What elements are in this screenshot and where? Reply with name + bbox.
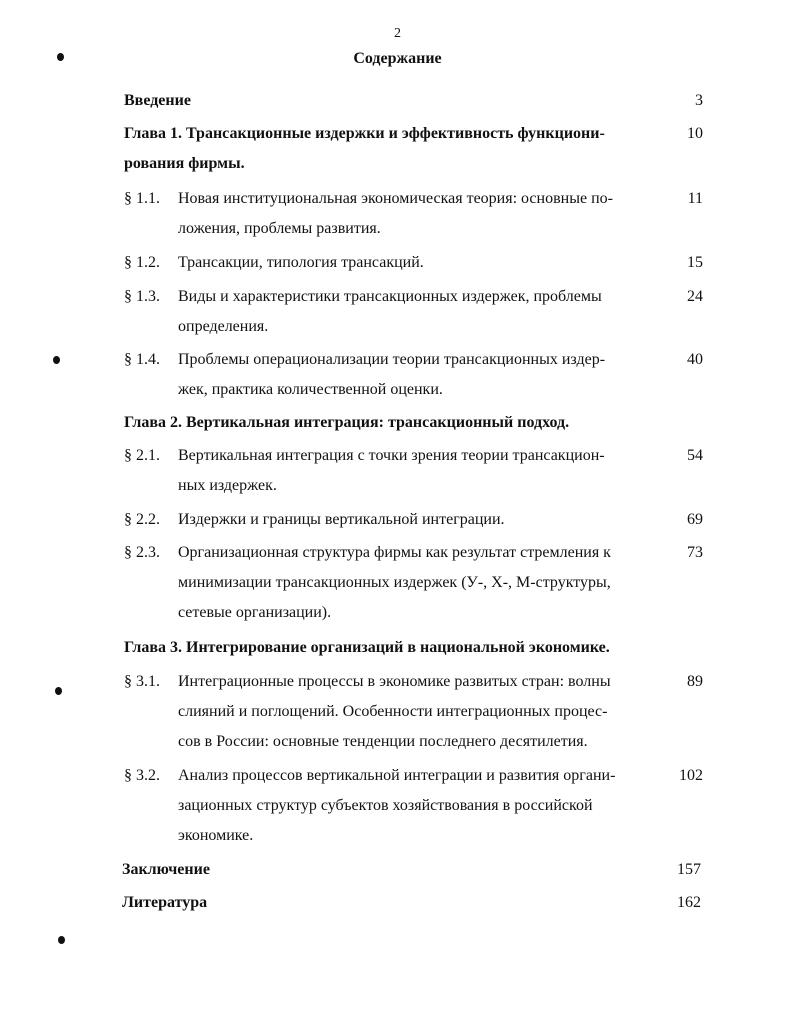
- toc-entry-label: Организационная структура фирмы как результат стремления к: [178, 544, 611, 561]
- toc-entry-page: 11: [687, 190, 703, 207]
- toc-entry-label: слияний и поглощений. Особенности интеграционных процес-: [178, 703, 608, 720]
- toc-entry-label: минимизации трансакционных издержек (У-, Х-, М-структуры,: [178, 574, 611, 591]
- toc-entry-conclusion: [0, 855, 795, 888]
- toc-entry-page: 15: [687, 254, 703, 271]
- toc-entry-label: Трансакции, типология трансакций.: [178, 254, 424, 271]
- toc-entry-page: 3: [695, 92, 703, 109]
- toc-section-number: § 2.3.: [124, 544, 160, 561]
- toc-entry-label: Интеграционные процессы в экономике развитых стран: волны: [178, 673, 611, 690]
- toc-entry-label: Виды и характеристики трансакционных издержек, проблемы: [178, 288, 602, 305]
- toc-entry-section-1-2: [0, 248, 795, 282]
- toc-entry-chapter-2: [0, 408, 795, 441]
- toc-entry-section-1-1: [0, 184, 795, 248]
- toc-entry-section-1-3: [0, 282, 795, 345]
- toc-entry-label: Издержки и границы вертикальной интеграции.: [178, 511, 505, 528]
- toc-section-number: § 2.2.: [124, 511, 160, 528]
- toc-entry-page: 162: [677, 894, 701, 911]
- page-number: 2: [394, 26, 401, 41]
- toc-entry-literature: [0, 888, 795, 921]
- toc-entry-chapter-3: [0, 633, 795, 667]
- toc-section-number: § 1.4.: [124, 351, 160, 368]
- toc-entry-section-2-3: [0, 538, 795, 633]
- toc-entry-label: Глава 1. Трансакционные издержки и эффективность функциони-: [124, 125, 605, 142]
- toc-section-number: § 1.1.: [124, 190, 160, 207]
- toc-entry-section-1-4: [0, 345, 795, 408]
- toc-entry-label: ных издержек.: [178, 477, 277, 494]
- toc-entry-label: определения.: [178, 318, 269, 335]
- toc-entry-section-3-1: [0, 667, 795, 761]
- toc-entry-section-2-2: [0, 505, 795, 538]
- toc-entry-chapter-1: [0, 119, 795, 184]
- toc-entry-page: 73: [687, 544, 703, 561]
- toc-entry-label: зационных структур субъектов хозяйствования в российской: [178, 797, 593, 814]
- punch-hole-mark: [57, 53, 64, 61]
- toc-section-number: § 3.1.: [124, 673, 160, 690]
- toc-entry-label: сов в России: основные тенденции последнего десятилетия.: [178, 733, 588, 750]
- toc-entry-label: Введение: [124, 92, 191, 109]
- toc-entry-intro: [0, 86, 795, 119]
- toc-entry-label: Заключение: [122, 861, 210, 878]
- toc-entry-page: 54: [687, 447, 703, 464]
- punch-hole-mark: [58, 936, 65, 944]
- toc-entry-page: 24: [687, 288, 703, 305]
- toc-section-number: § 1.3.: [124, 288, 160, 305]
- toc-entry-label: рования фирмы.: [124, 155, 245, 172]
- toc-entry-label: жек, практика количественной оценки.: [178, 381, 443, 398]
- toc-section-number: § 2.1.: [124, 447, 160, 464]
- toc-entry-page: 40: [687, 351, 703, 368]
- toc-entry-label: сетевые организации).: [178, 604, 332, 621]
- toc-entry-label: Литература: [122, 894, 208, 911]
- page-title: Содержание: [353, 50, 442, 67]
- toc-entry-label: экономике.: [178, 827, 254, 844]
- toc-entry-label: Глава 2. Вертикальная интеграция: трансакционный подход.: [124, 414, 570, 431]
- toc-entry-page: 157: [677, 861, 701, 878]
- toc-entry-label: Вертикальная интеграция с точки зрения теории трансакцион-: [178, 447, 605, 464]
- toc-entry-page: 10: [687, 125, 703, 142]
- table-of-contents: [0, 86, 795, 921]
- toc-entry-page: 102: [679, 767, 703, 784]
- toc-entry-section-3-2: [0, 761, 795, 855]
- toc-entry-label: Глава 3. Интегрирование организаций в национальной экономике.: [124, 639, 610, 656]
- toc-entry-section-2-1: [0, 441, 795, 505]
- toc-entry-label: Анализ процессов вертикальной интеграции и развития органи-: [178, 767, 616, 784]
- toc-section-number: § 3.2.: [124, 767, 160, 784]
- toc-entry-label: Проблемы операционализации теории трансакционных издер-: [178, 351, 606, 368]
- toc-entry-label: Новая институциональная экономическая теория: основные по-: [178, 190, 613, 207]
- toc-section-number: § 1.2.: [124, 254, 160, 271]
- toc-entry-label: ложения, проблемы развития.: [178, 220, 381, 237]
- toc-entry-page: 69: [687, 511, 703, 528]
- toc-entry-page: 89: [687, 673, 703, 690]
